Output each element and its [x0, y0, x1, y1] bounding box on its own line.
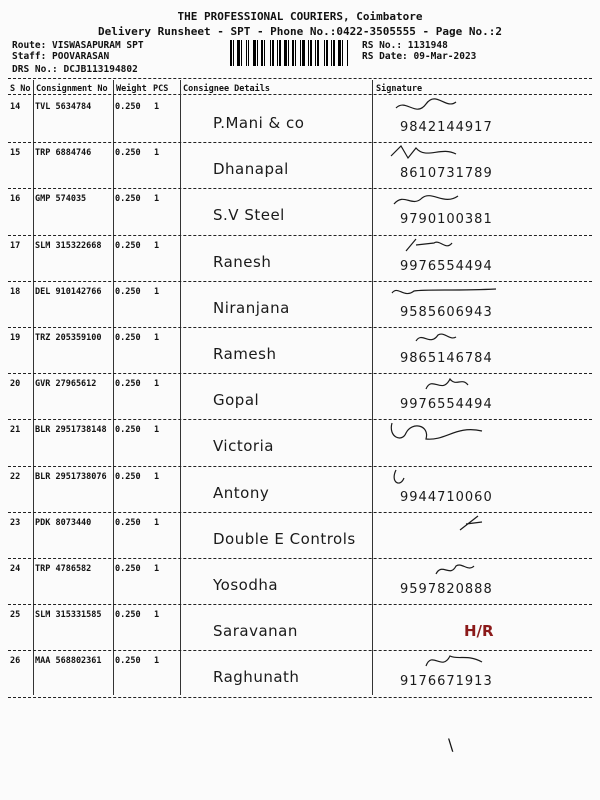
receiver-phone: 9944710060 [400, 489, 493, 505]
pcs-count: 1 [154, 286, 160, 297]
barcode-bar [284, 40, 287, 66]
signature-scribble [386, 96, 506, 120]
barcode-bar [270, 40, 271, 66]
table-row [8, 606, 592, 652]
pcs-count: 1 [154, 656, 160, 667]
signature-scribble [386, 142, 506, 166]
signature-stroke [396, 99, 456, 109]
barcode-bar [308, 40, 309, 66]
col-header-pcs: PCS [153, 84, 169, 94]
consignment-number: SLM 315322668 [35, 240, 102, 251]
barcode-bar [315, 40, 316, 66]
consignee-name: Ranesh [213, 252, 272, 271]
weight-value: 0.250 [115, 240, 141, 251]
barcode-bar [333, 40, 335, 66]
barcode-bar [237, 40, 240, 66]
signature-stroke [394, 196, 458, 204]
row-sno: 14 [10, 102, 21, 112]
row-sno: 18 [10, 286, 21, 297]
signature-scribble [386, 281, 506, 305]
barcode-bar [241, 40, 242, 66]
weight-value: 0.250 [115, 379, 141, 390]
consignee-name: Victoria [213, 437, 274, 456]
signature-scribble [386, 650, 506, 674]
barcode-bar [261, 40, 263, 66]
receiver-phone: 9585606943 [400, 304, 493, 320]
signature-stroke [406, 239, 452, 251]
route-label: Route: VISWASAPURAM SPT [12, 40, 144, 51]
barcode-bar [279, 40, 281, 66]
barcode-bar [250, 40, 252, 66]
consignee-name: Niranjana [213, 298, 290, 317]
pcs-count: 1 [154, 148, 160, 159]
pcs-count: 1 [154, 102, 160, 112]
signature-scribble [386, 419, 506, 443]
column-header-rule [8, 94, 592, 95]
document-title: THE PROFESSIONAL COURIERS, Coimbatore [177, 10, 423, 23]
barcode-bar [253, 40, 256, 66]
consignee-name: Ramesh [213, 345, 277, 363]
signature-stroke [426, 379, 468, 389]
weight-value: 0.250 [115, 656, 141, 667]
barcode-bar [300, 40, 301, 66]
table-row [8, 190, 592, 236]
signature-scribble [386, 512, 506, 536]
table-row [8, 237, 592, 283]
table-row [8, 421, 592, 467]
consignment-number: BLR 2951738076 [35, 471, 107, 482]
table-row [8, 329, 592, 375]
row-rule [8, 604, 592, 605]
header-rule [8, 78, 592, 79]
weight-value: 0.250 [115, 564, 141, 574]
barcode-bar [336, 40, 337, 66]
consignment-number: PDK 8073440 [35, 517, 92, 528]
pcs-count: 1 [154, 517, 160, 528]
handwritten-mark: H/R [464, 622, 494, 641]
weight-value: 0.250 [115, 148, 141, 159]
consignee-name: Yosodha [213, 576, 279, 594]
row-sno: 25 [10, 610, 21, 621]
barcode-bar [233, 40, 234, 66]
receiver-phone: 9976554494 [400, 397, 493, 413]
barcode-bar [246, 40, 247, 66]
staff-label: Staff: POOVARASAN [12, 51, 110, 62]
table-row [8, 468, 592, 514]
row-rule [8, 697, 592, 698]
consignment-number: GVR 27965612 [35, 379, 97, 390]
consignee-name: Saravanan [213, 622, 298, 641]
barcode-bar [342, 40, 343, 66]
weight-value: 0.250 [115, 610, 141, 621]
barcode-bar [259, 40, 260, 66]
row-sno: 17 [10, 240, 21, 251]
barcode-bar [275, 40, 276, 66]
weight-value: 0.250 [115, 471, 141, 482]
consignee-name: Antony [213, 483, 270, 502]
barcode [230, 40, 355, 66]
signature-stroke [416, 334, 456, 341]
weight-value: 0.250 [115, 194, 141, 205]
table-row [8, 652, 592, 698]
table-row [8, 98, 592, 144]
signature-scribble [386, 327, 506, 351]
consignment-number: TRZ 205359100 [35, 333, 102, 343]
consignee-name: Dhanapal [213, 160, 289, 179]
table-row [8, 514, 592, 560]
receiver-phone: 8610731789 [400, 166, 493, 182]
col-header-consignee: Consignee Details [183, 84, 270, 94]
col-header-signature: Signature [376, 84, 423, 94]
consignment-number: BLR 2951738148 [35, 425, 107, 436]
consignment-number: TVL 5634784 [35, 102, 92, 112]
consignee-name: Double E Controls [213, 529, 356, 548]
consignment-number: SLM 315331585 [35, 610, 102, 621]
consignment-number: GMP 574035 [35, 194, 87, 205]
barcode-bar [313, 40, 314, 66]
barcode-bar [320, 40, 323, 66]
pcs-count: 1 [154, 564, 160, 574]
row-sno: 22 [10, 471, 21, 482]
signature-stroke [394, 470, 404, 483]
barcode-bar [329, 40, 330, 66]
barcode-bar [235, 40, 236, 66]
signature-stroke [436, 565, 474, 574]
barcode-bar [344, 40, 346, 66]
barcode-bar [272, 40, 274, 66]
consignment-number: MAA 568802361 [35, 656, 102, 667]
table-row [8, 144, 592, 190]
barcode-bar [292, 40, 294, 66]
barcode-bar [288, 40, 289, 66]
receiver-phone: 9790100381 [400, 212, 493, 228]
pcs-count: 1 [154, 240, 160, 251]
receiver-phone: 9842144917 [400, 120, 493, 135]
signature-stroke [392, 289, 496, 294]
signature-stroke [426, 656, 482, 666]
runsheet-subtitle: Delivery Runsheet - SPT - Phone No.:0422-3505555 - Page No.:2 [98, 25, 502, 38]
signature-scribble [386, 188, 506, 212]
table-row [8, 375, 592, 421]
weight-value: 0.250 [115, 333, 141, 343]
table-row [8, 560, 592, 606]
pcs-count: 1 [154, 379, 160, 390]
barcode-bar [230, 40, 232, 66]
row-sno: 26 [10, 656, 21, 667]
row-sno: 19 [10, 333, 21, 343]
barcode-bar [338, 40, 341, 66]
barcode-bar [248, 40, 249, 66]
signature-scribble [386, 466, 506, 490]
consignment-number: DEL 910142766 [35, 286, 102, 297]
rs-number: RS No.: 1131948 [362, 40, 448, 51]
barcode-bar [243, 40, 245, 66]
col-header-sno: S No [10, 84, 31, 94]
consignee-name: Raghunath [213, 668, 300, 687]
barcode-bar [331, 40, 332, 66]
weight-value: 0.250 [115, 102, 141, 112]
row-sno: 15 [10, 148, 21, 159]
receiver-phone: 9597820888 [400, 582, 493, 597]
col-header-consignment: Consignment No [36, 84, 108, 94]
signature-stroke [391, 423, 482, 439]
pcs-count: 1 [154, 471, 160, 482]
barcode-bar [317, 40, 319, 66]
pcs-count: 1 [154, 425, 160, 436]
signature-stroke [391, 146, 456, 158]
pcs-count: 1 [154, 333, 160, 343]
row-sno: 20 [10, 379, 21, 390]
barcode-bar [264, 40, 265, 66]
barcode-bar [310, 40, 312, 66]
table-row [8, 283, 592, 329]
barcode-bar [277, 40, 278, 66]
weight-value: 0.250 [115, 286, 141, 297]
consignment-number: TRP 6884746 [35, 148, 92, 159]
footer-tick-mark: \ [448, 735, 454, 754]
pcs-count: 1 [154, 610, 160, 621]
consignment-number: TRP 4786582 [35, 564, 92, 574]
rs-date: RS Date: 09-Mar-2023 [362, 51, 477, 62]
consignee-name: Gopal [213, 391, 260, 410]
signature-scribble [386, 373, 506, 397]
barcode-bar [266, 40, 269, 66]
barcode-bar [347, 40, 348, 66]
drs-number: DRS No.: DCJB113194802 [12, 64, 138, 75]
barcode-bar [257, 40, 258, 66]
barcode-bar [282, 40, 283, 66]
row-sno: 23 [10, 517, 21, 528]
signature-stroke [460, 516, 482, 530]
row-sno: 24 [10, 564, 21, 574]
barcode-bar [302, 40, 305, 66]
barcode-bar [295, 40, 296, 66]
barcode-bar [324, 40, 325, 66]
receiver-phone: 9176671913 [400, 674, 493, 690]
signature-scribble [386, 558, 506, 582]
consignee-name: S.V Steel [213, 206, 285, 225]
barcode-bar [290, 40, 291, 66]
weight-value: 0.250 [115, 425, 141, 436]
pcs-count: 1 [154, 194, 160, 205]
row-sno: 21 [10, 425, 21, 436]
signature-scribble [386, 235, 506, 259]
barcode-bar [326, 40, 328, 66]
row-sno: 16 [10, 194, 21, 205]
weight-value: 0.250 [115, 517, 141, 528]
receiver-phone: 9865146784 [400, 351, 493, 366]
consignee-name: P.Mani & co [213, 114, 305, 132]
barcode-bar [297, 40, 299, 66]
col-header-weight: Weight [116, 84, 147, 94]
barcode-bar [306, 40, 307, 66]
receiver-phone: 9976554494 [400, 258, 493, 274]
